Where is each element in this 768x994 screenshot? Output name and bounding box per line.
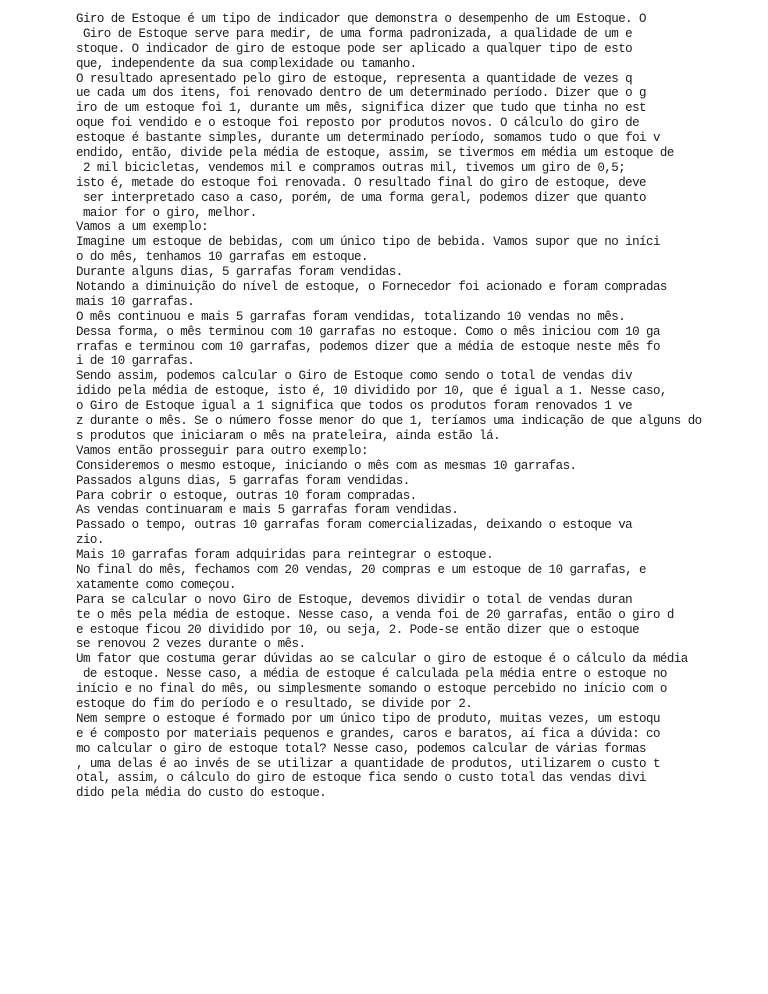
text-line: início e no final do mês, ou simplesmente somando o estoque percebido no início com o (76, 682, 667, 697)
text-line: Consideremos o mesmo estoque, iniciando o mês com as mesmas 10 garrafas. (76, 458, 577, 473)
text-line: Giro de Estoque serve para medir, de uma forma padronizada, a qualidade de um e (76, 26, 633, 41)
text-line: estoque do fim do período e o resultado, se divide por 2. (76, 696, 473, 711)
text-line: s produtos que iniciaram o mês na prateleira, ainda estão lá. (76, 428, 501, 443)
text-line: Passado o tempo, outras 10 garrafas foram comercializadas, deixando o estoque va (76, 518, 633, 533)
document-body (76, 12, 766, 801)
text-line: e é composto por materiais pequenos e grandes, caros e baratos, aí fica a dúvida: co (76, 726, 660, 741)
text-line: Para se calcular o novo Giro de Estoque, devemos dividir o total de vendas duran (76, 592, 633, 607)
text-line: i de 10 garrafas. (76, 354, 195, 369)
text-line: e estoque ficou 20 dividido por 10, ou seja, 2. Pode-se então dizer que o estoque (76, 622, 640, 637)
text-line: ue cada um dos itens, foi renovado dentro de um determinado período. Dizer que o g (76, 86, 647, 101)
text-line: de estoque. Nesse caso, a média de estoque é calculada pela média entre o estoque no (76, 667, 667, 682)
text-line: Durante alguns dias, 5 garrafas foram vendidas. (76, 265, 403, 280)
text-line: dido pela média do custo do estoque. (76, 786, 327, 801)
text-line: Um fator que costuma gerar dúvidas ao se calcular o giro de estoque é o cálculo da média (76, 652, 688, 667)
text-line: rrafas e terminou com 10 garrafas, podemos dizer que a média de estoque neste mês fo (76, 339, 660, 354)
text-line: Imagine um estoque de bebidas, com um único tipo de bebida. Vamos supor que no iníci (76, 235, 660, 250)
text-line: Passados alguns dias, 5 garrafas foram vendidas. (76, 473, 410, 488)
text-line: te o mês pela média de estoque. Nesse caso, a venda foi de 20 garrafas, então o giro d (76, 607, 674, 622)
text-line: z durante o mês. Se o número fosse menor do que 1, teríamos uma indicação de que alguns do (76, 414, 702, 429)
text-line: Dessa forma, o mês terminou com 10 garrafas no estoque. Como o mês iniciou com 10 ga (76, 324, 660, 339)
text-line: Nem sempre o estoque é formado por um único tipo de produto, muitas vezes, um estoqu (76, 711, 660, 726)
text-line: mo calcular o giro de estoque total? Nesse caso, podemos calcular de várias formas (76, 741, 647, 756)
text-line: O mês continuou e mais 5 garrafas foram vendidas, totalizando 10 vendas no mês. (76, 309, 626, 324)
text-line: stoque. O indicador de giro de estoque pode ser aplicado a qualquer tipo de esto (76, 41, 633, 56)
text-line: zio. (76, 533, 104, 548)
text-line: oque foi vendido e o estoque foi reposto por produtos novos. O cálculo do giro de (76, 116, 640, 131)
text-line: otal, assim, o cálculo do giro de estoque fica sendo o custo total das vendas divi (76, 771, 647, 786)
text-line: mais 10 garrafas. (76, 294, 195, 309)
text-line: estoque é bastante simples, durante um determinado período, somamos tudo o que foi v (76, 131, 660, 146)
text-line: idido pela média de estoque, isto é, 10 dividido por 10, que é igual a 1. Nesse caso, (76, 384, 667, 399)
text-line: Vamos então prosseguir para outro exemplo: (76, 443, 368, 458)
text-line: Giro de Estoque é um tipo de indicador que demonstra o desempenho de um Estoque. O (76, 12, 647, 26)
text-line: ser interpretado caso a caso, porém, de uma forma geral, podemos dizer que quanto (76, 190, 647, 205)
text-line: No final do mês, fechamos com 20 vendas, 20 compras e um estoque de 10 garrafas, e (76, 562, 647, 577)
text-line: Sendo assim, podemos calcular o Giro de Estoque como sendo o total de vendas div (76, 369, 633, 384)
text-line: , uma delas é ao invés de se utilizar a quantidade de produtos, utilizarem o custo t (76, 756, 660, 771)
text-line: que, independente da sua complexidade ou tamanho. (76, 56, 417, 71)
text-line: xatamente como começou. (76, 577, 236, 592)
text-line: Notando a diminuição do nível de estoque, o Fornecedor foi acionado e foram compradas (76, 280, 667, 295)
text-line: 2 mil bicicletas, vendemos mil e compramos outras mil, tivemos um giro de 0,5; (76, 160, 626, 175)
text-line: O resultado apresentado pelo giro de estoque, representa a quantidade de vezes q (76, 71, 633, 86)
text-line: maior for o giro, melhor. (76, 205, 257, 220)
text-line: Para cobrir o estoque, outras 10 foram compradas. (76, 488, 417, 503)
text-line: o do mês, tenhamos 10 garrafas em estoque. (76, 250, 368, 265)
text-line: iro de um estoque foi 1, durante um mês, significa dizer que tudo que tinha no est (76, 101, 647, 116)
text-line: se renovou 2 vezes durante o mês. (76, 637, 306, 652)
text-line: Mais 10 garrafas foram adquiridas para reintegrar o estoque. (76, 548, 494, 563)
text-line: endido, então, divide pela média de estoque, assim, se tivermos em média um estoque de (76, 146, 674, 161)
text-line: o Giro de Estoque igual a 1 significa que todos os produtos foram renovados 1 ve (76, 399, 633, 414)
text-line: As vendas continuaram e mais 5 garrafas foram vendidas. (76, 503, 459, 518)
text-line: isto é, metade do estoque foi renovada. O resultado final do giro de estoque, deve (76, 175, 647, 190)
text-line: Vamos a um exemplo: (76, 220, 209, 235)
